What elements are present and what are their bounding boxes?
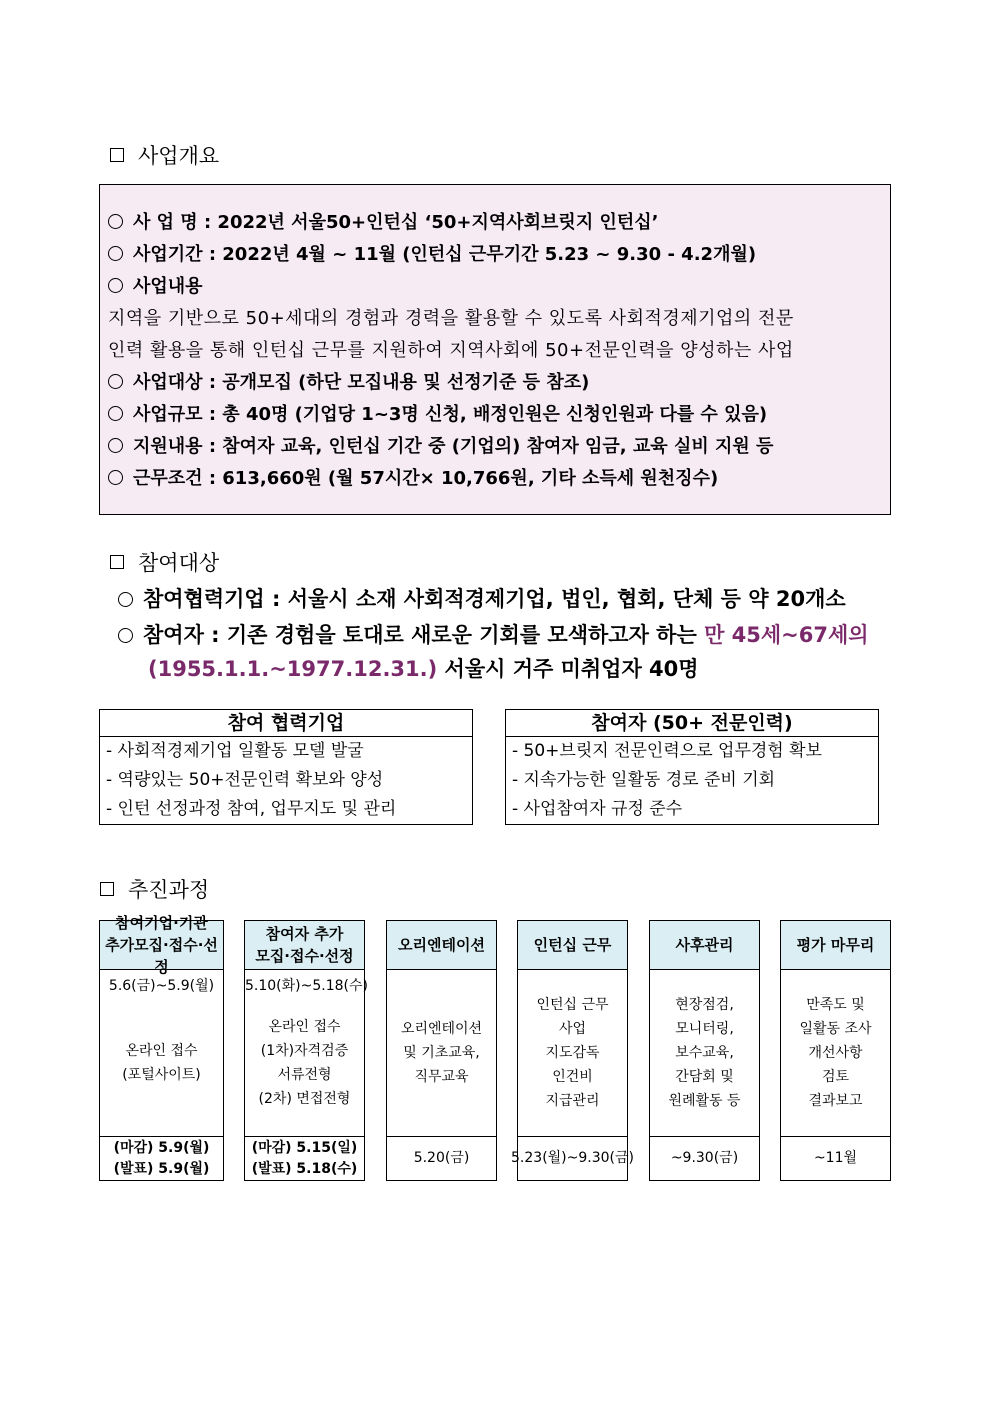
process-step-body (781, 970, 890, 1137)
birth-range-highlight: (1955.1.1.~1977.12.31.) (148, 657, 438, 681)
process-step-details (401, 970, 482, 1136)
overview-line-text: 근무조건 : 613,660원 (월 57시간× 10,766원, 기타 소득세 원천징수) (133, 468, 719, 489)
overview-line (108, 431, 882, 463)
process-step-details (668, 970, 740, 1136)
overview-line (108, 463, 882, 495)
process-step (511, 920, 634, 1181)
process-step-body (387, 970, 496, 1137)
process-step-body (650, 970, 759, 1137)
target-line-participants (118, 619, 869, 649)
detail-line: (1차)자격검증 (260, 1043, 349, 1059)
detail-line: 사업 (558, 1021, 587, 1037)
detail-line: 만족도 및 (806, 997, 865, 1013)
detail-line: 온라인 접수 (125, 1043, 198, 1059)
deadline-line: ~9.30(금) (670, 1150, 739, 1166)
deadline-line: (마감) 5.9(월) (113, 1139, 210, 1156)
detail-line: 보수교육, (675, 1045, 734, 1061)
overview-line-text: 사업대상 : 공개모집 (하단 모집내용 및 선정기준 등 참조) (133, 372, 590, 393)
overview-line (108, 367, 882, 399)
role-table-title: 참여 협력기업 (100, 710, 472, 737)
target-text: 참여협력기업 : 서울시 소재 사회적경제기업, 법인, 협회, 단체 등 약 20개소 (143, 587, 846, 611)
process-step-period: 5.10(화)~5.18(수) (245, 978, 368, 994)
detail-line: 지도감독 (545, 1045, 600, 1061)
deadline-line: ~11월 (813, 1150, 858, 1166)
deadline-line: 5.20(금) (413, 1150, 470, 1166)
title-line: 평가 마무리 (796, 936, 875, 954)
title-line: 사후관리 (675, 936, 734, 954)
process-step-body (518, 970, 627, 1137)
overview-line-text: 지원내용 : 참여자 교육, 인턴십 기간 중 (기업의) 참여자 임금, 교육 실비 지원 등 (133, 436, 774, 457)
heading-text: 사업개요 (138, 144, 220, 168)
role-table-participants (505, 709, 879, 825)
title-line: 추가모집·접수·선정 (105, 936, 218, 976)
target-line-companies (118, 583, 846, 613)
detail-line: 지급관리 (545, 1093, 600, 1109)
deadline-line: 5.23(월)~9.30(금) (511, 1150, 634, 1166)
title-line: 인턴십 근무 (533, 936, 612, 954)
detail-line: 및 기초교육, (403, 1045, 480, 1061)
deadline-line: (발표) 5.18(수) (251, 1160, 358, 1177)
process-step-deadline (245, 1137, 364, 1180)
section-heading-process (100, 874, 209, 904)
process-step (386, 920, 497, 1181)
age-highlight: 만 45세~67세의 (704, 623, 869, 647)
title-line: 참여기업·기관 (115, 914, 208, 932)
detail-line: 원례활동 등 (668, 1093, 741, 1109)
process-step-title (518, 921, 627, 970)
process-step-title (781, 921, 890, 970)
target-text: 서울시 거주 미취업자 40명 (437, 657, 699, 681)
process-step (244, 920, 368, 1181)
circle-bullet-icon (108, 278, 123, 293)
detail-line: (포털사이트) (122, 1067, 201, 1083)
process-step-body (245, 970, 368, 1137)
role-item: - 사회적경제기업 일활동 모델 발굴 (106, 741, 364, 761)
circle-bullet-icon (108, 470, 123, 485)
section-heading-overview (110, 140, 219, 170)
process-step-details (536, 970, 608, 1136)
detail-line: 개선사항 (808, 1045, 863, 1061)
overview-line-text: 사업규모 : 총 40명 (기업당 1~3명 신청, 배정인원은 신청인원과 다를 수 있음) (133, 404, 768, 425)
overview-box (99, 184, 891, 515)
circle-bullet-icon (118, 592, 133, 607)
detail-line: 결과보고 (808, 1093, 863, 1109)
heading-text: 추진과정 (128, 878, 210, 902)
target-text: 참여자 : 기존 경험을 토대로 새로운 기회를 모색하고자 하는 (143, 623, 705, 647)
square-bullet-icon (110, 555, 124, 569)
circle-bullet-icon (108, 214, 123, 229)
detail-line: 간담회 및 (675, 1069, 734, 1085)
detail-line: 현장점검, (675, 997, 734, 1013)
role-item: - 사업참여자 규정 준수 (512, 799, 683, 819)
overview-line (108, 207, 882, 239)
process-step-period: 5.6(금)~5.9(월) (108, 978, 215, 994)
process-step (780, 920, 891, 1181)
detail-line: 모니터링, (675, 1021, 734, 1037)
role-item: - 지속가능한 일활동 경로 준비 기회 (512, 770, 776, 790)
overview-line-text: 사업내용 (133, 276, 203, 297)
role-item: - 역량있는 50+전문인력 확보와 양성 (106, 770, 384, 790)
process-step-deadline (387, 1137, 496, 1180)
title-line: 모집·접수·선정 (255, 947, 354, 965)
detail-line: 검토 (821, 1069, 850, 1085)
detail-line: (2차) 면접전형 (258, 1091, 351, 1107)
process-step-deadline (100, 1137, 223, 1180)
deadline-line: (발표) 5.9(월) (113, 1160, 210, 1177)
title-line: 참여자 추가 (265, 925, 344, 943)
detail-line: 서류전형 (277, 1067, 332, 1083)
process-step-title (245, 921, 364, 970)
circle-bullet-icon (118, 628, 133, 643)
target-line-participants-cont (148, 653, 699, 683)
process-step-title (650, 921, 759, 970)
overview-line-text: 사업기간 : 2022년 4월 ~ 11월 (인턴십 근무기간 5.23 ~ 9.30 - 4.2개월) (133, 244, 757, 265)
heading-text: 참여대상 (138, 551, 220, 575)
process-step-body (100, 970, 223, 1137)
process-step (99, 914, 224, 1181)
overview-line-text: 지역을 기반으로 50+세대의 경험과 경력을 활용할 수 있도록 사회적경제기업의 전문 (108, 308, 794, 329)
circle-bullet-icon (108, 438, 123, 453)
overview-line (108, 271, 882, 303)
circle-bullet-icon (108, 374, 123, 389)
title-line: 오리엔테이션 (398, 936, 485, 954)
process-step (649, 920, 760, 1181)
detail-line: 일활동 조사 (799, 1021, 872, 1037)
detail-line: 인턴십 근무 (536, 997, 609, 1013)
process-step-details (799, 970, 871, 1136)
role-table-companies (99, 709, 473, 825)
square-bullet-icon (100, 882, 114, 896)
process-step-title (100, 914, 223, 976)
deadline-line: (마감) 5.15(일) (251, 1139, 358, 1156)
process-step-title (387, 921, 496, 970)
overview-line (108, 303, 882, 335)
overview-line-text: 인력 활용을 통해 인턴십 근무를 지원하여 지역사회에 50+전문인력을 양성하는 사업 (108, 340, 794, 361)
process-step-deadline (650, 1137, 759, 1180)
overview-line-text: 사 업 명 : 2022년 서울50+인턴십 ‘50+지역사회브릿지 인턴십’ (133, 212, 659, 233)
square-bullet-icon (110, 148, 124, 162)
detail-line: 인건비 (552, 1069, 593, 1085)
role-item: - 인턴 선정과정 참여, 업무지도 및 관리 (106, 799, 397, 819)
role-item: - 50+브릿지 전문인력으로 업무경험 확보 (512, 741, 822, 761)
detail-line: 온라인 접수 (268, 1019, 341, 1035)
process-step-deadline (781, 1137, 890, 1180)
circle-bullet-icon (108, 406, 123, 421)
role-table-title: 참여자 (50+ 전문인력) (506, 710, 878, 737)
overview-line (108, 399, 882, 431)
overview-line (108, 335, 882, 367)
process-step-deadline (511, 1137, 634, 1180)
circle-bullet-icon (108, 246, 123, 261)
overview-line (108, 239, 882, 271)
detail-line: 오리엔테이션 (400, 1021, 483, 1037)
detail-line: 직무교육 (414, 1069, 469, 1085)
section-heading-targets (110, 547, 219, 577)
